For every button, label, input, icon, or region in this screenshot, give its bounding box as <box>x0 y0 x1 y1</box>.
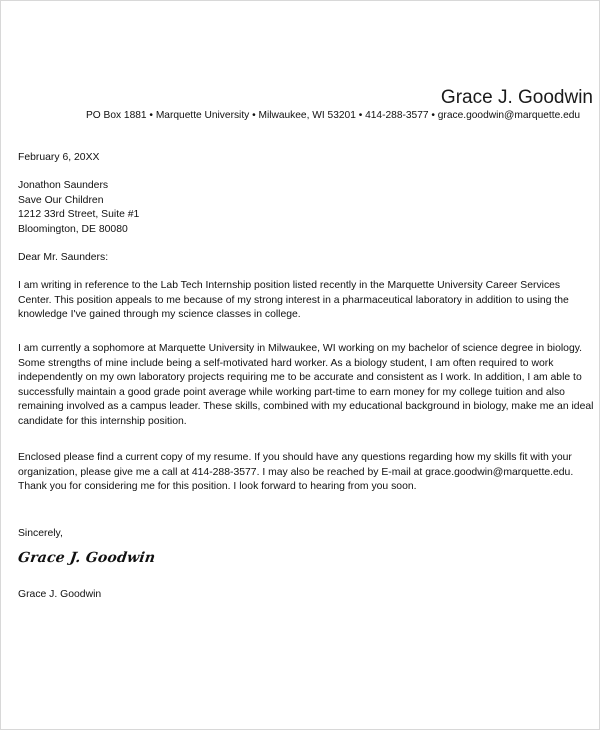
paragraph-line: knowledge I've gained through my science classes in college. <box>18 309 301 320</box>
paragraph-line: I am writing in reference to the Lab Tech Internship position listed recently in the Marquette University Career Services <box>18 280 561 291</box>
sender-name-heading: Grace J. Goodwin <box>440 87 593 108</box>
paragraph-line: independently on my own laboratory projects requiring me to be accurate and consistent as I work. In addition, I am able to <box>18 372 582 383</box>
paragraph-line: Center. This position appeals to me because of my strong interest in a pharmaceutical laboratory in addition to using the <box>18 294 569 306</box>
paragraph-line: remaining involved as a campus leader. These skills, combined with my educational background in biology, make me an ideal <box>18 401 594 412</box>
paragraph-line: Enclosed please find a current copy of my resume. If you should have any questions regarding how my skills fit with your <box>18 452 572 463</box>
recipient-address <box>18 179 588 237</box>
paragraph-line: Thank you for considering me for this position. I look forward to hearing from you soon. <box>18 481 417 492</box>
recipient-name: Jonathon Saunders <box>18 180 109 191</box>
sender-contact-line: PO Box 1881 • Marquette University • Milwaukee, WI 53201 • 414-288-3577 • grace.goodwin@marquette.edu <box>86 110 581 121</box>
salutation: Dear Mr. Saunders: <box>18 252 109 263</box>
paragraph-intro <box>18 279 588 323</box>
recipient-organization: Save Our Children <box>18 194 104 206</box>
paragraph-background <box>18 342 594 429</box>
paragraph-line: successfully maintain a good grade point average while working part-time to earn money for my college tuition and also <box>18 386 565 398</box>
handwritten-signature: Grace J. Goodwin <box>16 550 157 566</box>
letter-date: February 6, 20XX <box>18 152 100 163</box>
paragraph-line: candidate for this internship position. <box>18 415 187 427</box>
paragraph-line: I am currently a sophomore at Marquette University in Milwaukee, WI working on my bachelor of science degree in biology. <box>18 343 583 354</box>
recipient-city: Bloomington, DE 80080 <box>18 223 128 235</box>
recipient-street: 1212 33rd Street, Suite #1 <box>18 209 140 220</box>
closing-phrase: Sincerely, <box>18 528 63 539</box>
paragraph-line: Some strengths of mine include being a self-motivated hard worker. As a biology student, I am often required to work <box>18 357 554 369</box>
paragraph-closing-request <box>18 451 588 495</box>
typed-signer-name: Grace J. Goodwin <box>18 589 102 600</box>
paragraph-line: organization, please give me a call at 414-288-3577. I may also be reached by E-mail at grace.goodwin@marquette.edu. <box>18 466 574 478</box>
